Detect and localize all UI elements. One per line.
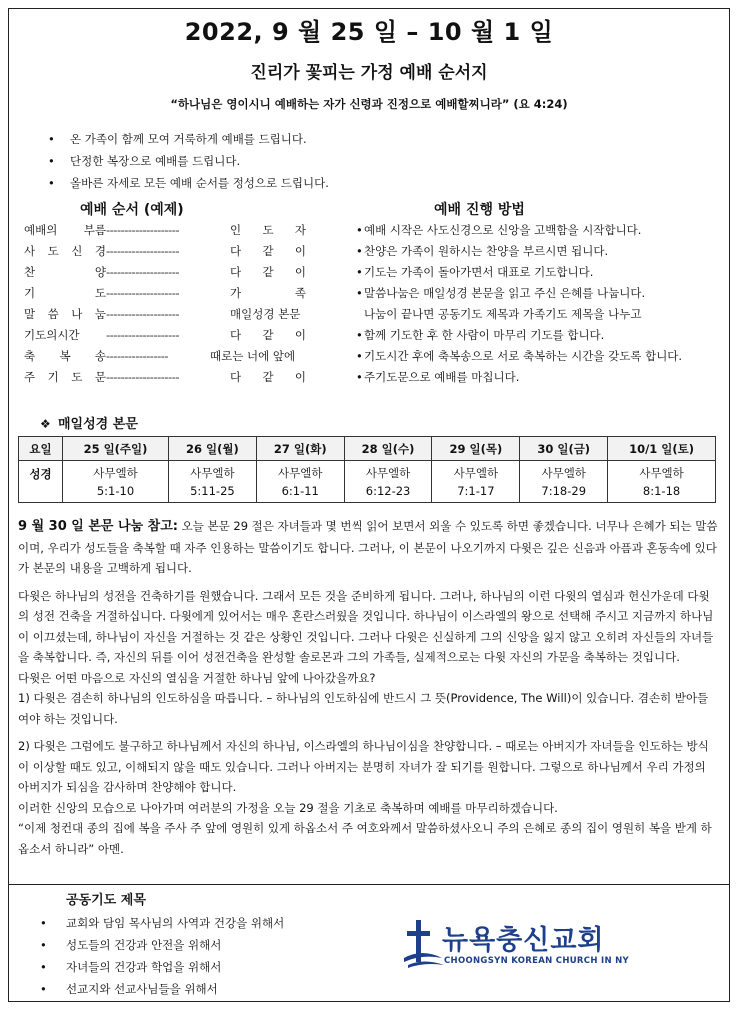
sermon-paragraph: 이러한 신앙의 모습으로 나아가며 여러분의 가정을 오늘 29 절을 기초로 축복하며 예배를 마무리하겠습니다. bbox=[18, 800, 558, 815]
reading-book: 사무엘하 bbox=[639, 466, 684, 480]
order-item-name: 축 복 송 bbox=[24, 349, 106, 363]
reading-ref: 6:12-23 bbox=[365, 484, 411, 498]
reading-ref: 5:11-25 bbox=[190, 484, 235, 498]
table-cell bbox=[256, 461, 344, 503]
order-leader-dashes: -------------------- bbox=[106, 286, 179, 300]
bible-reading-table bbox=[18, 436, 716, 503]
method-item: • 주기도문으로 예배를 마칩니다. bbox=[356, 367, 728, 388]
method-item: • 함께 기도한 후 한 사람이 마무리 기도를 합니다. bbox=[356, 325, 728, 346]
order-heading: 예배 순서 (예제) bbox=[80, 202, 184, 218]
order-item-leader: 다 같 이 bbox=[230, 265, 306, 279]
prayer-item: • 성도들의 건강과 안전을 위해서 bbox=[40, 934, 284, 956]
bulletin-title: 진리가 꽃피는 가정 예배 순서지 bbox=[250, 63, 488, 83]
bible-reading-heading-text: 매일성경 본문 bbox=[58, 417, 138, 432]
reading-ref: 7:1-17 bbox=[457, 484, 495, 498]
order-leader-dashes: -------------------- bbox=[106, 223, 179, 237]
sermon-paragraph: 다윗은 어떤 마음으로 자신의 열심을 거절한 하나님 앞에 나아갔을까요? bbox=[18, 670, 376, 685]
sermon-notes bbox=[18, 516, 718, 859]
reading-book: 사무엘하 bbox=[278, 466, 323, 480]
order-item-leader: 때로는 너에 앞에 bbox=[210, 349, 296, 363]
reading-book: 사무엘하 bbox=[365, 466, 411, 480]
table-cell bbox=[432, 461, 520, 503]
sermon-text: 오늘 본문 29 절은 자녀들과 몇 번씩 읽어 보면서 외울 수 있도록 하면 좋겠습니다. 너무나 은혜가 되는 말씀이며, 우리가 성도들을 축복할 때 자주 인용하는 말씀이기도 합니다. 그러나, 이 본문이 나오기까지 다윗은 깊은 신음과 아픔과 혼동속에 있다가 본문의 내용을 고백하게 됩니다. bbox=[18, 519, 718, 575]
reading-ref: 7:18-29 bbox=[541, 484, 587, 498]
order-row bbox=[24, 262, 306, 283]
table-day-header: 30 일(금) bbox=[520, 437, 608, 461]
reading-ref: 6:1-11 bbox=[281, 484, 319, 498]
reading-book: 사무엘하 bbox=[93, 466, 138, 480]
cross-logo-icon bbox=[402, 918, 446, 974]
method-item: • 말씀나눔은 매일성경 본문을 읽고 주신 은혜를 나눕니다. bbox=[356, 283, 728, 304]
table-corner-label: 요일 bbox=[19, 437, 63, 461]
church-logo bbox=[402, 918, 652, 974]
order-leader-dashes: -------------------- bbox=[106, 265, 179, 279]
table-cell bbox=[344, 461, 432, 503]
order-row bbox=[24, 367, 306, 388]
sermon-paragraph: 2) 다윗은 그럼에도 불구하고 하나님께서 자신의 하나님, 이스라엘의 하나님이심을 찬양합니다. – 때로는 아버지가 자녀들을 인도하는 방식이 이상할 때도 있고, 이해되지 않을 때도 있습니다. 그러나 아버지는 분명히 자녀가 잘 되기를 원합니다. 그렇으로 하나님께서 우리 가정의 아버지가 되심을 감사하며 찬양해야 합니다. bbox=[18, 739, 709, 794]
rule-item: • 온 가족이 함께 모여 거룩하게 예배를 드립니다. bbox=[48, 128, 329, 150]
table-cell bbox=[520, 461, 608, 503]
order-row bbox=[24, 220, 306, 241]
worship-order-list bbox=[24, 220, 306, 388]
order-leader-dashes: ----------------- bbox=[106, 349, 169, 363]
order-item-name: 찬 양 bbox=[24, 265, 106, 279]
order-item-name: 기도의시간 bbox=[24, 328, 80, 342]
method-item: 나눔이 끝나면 공동기도 제목과 가족기도 제목을 나누고 bbox=[364, 307, 642, 321]
table-cell bbox=[168, 461, 256, 503]
reading-ref: 8:1-18 bbox=[642, 484, 681, 498]
theme-verse: “하나님은 영이시니 예배하는 자가 신령과 진정으로 예배할찌니라” (요 4:24) bbox=[170, 97, 568, 111]
date-range-title: 2022, 9 월 25 일 – 10 월 1 일 bbox=[184, 18, 554, 46]
table-day-header: 26 일(월) bbox=[168, 437, 256, 461]
order-item-leader: 다 같 이 bbox=[230, 370, 306, 384]
sermon-paragraph bbox=[18, 516, 718, 579]
reading-book: 사무엘하 bbox=[453, 466, 499, 480]
worship-rules bbox=[48, 128, 329, 194]
table-day-header: 28 일(수) bbox=[344, 437, 432, 461]
table-row bbox=[19, 461, 716, 503]
order-row bbox=[24, 241, 306, 262]
diamond-bullet-icon: ❖ bbox=[40, 417, 51, 431]
method-item: • 예배 시작은 사도신경으로 신앙을 고백함을 시작합니다. bbox=[356, 220, 728, 241]
church-name: 뉴욕충신교회 bbox=[442, 925, 605, 956]
method-heading: 예배 진행 방법 bbox=[434, 202, 525, 218]
method-item: • 찬양은 가족이 원하시는 찬양을 부르시면 됩니다. bbox=[356, 241, 728, 262]
church-english-name: CHOONGSYN KOREAN CHURCH IN NY bbox=[444, 956, 629, 966]
order-row bbox=[24, 325, 306, 346]
order-leader-dashes: -------------------- bbox=[106, 370, 179, 384]
order-item-name: 말 씀 나 눔 bbox=[24, 307, 106, 321]
order-leader-dashes: -------------------- bbox=[106, 328, 179, 342]
order-item-leader: 매일성경 본문 bbox=[230, 307, 301, 321]
bible-reading-heading bbox=[40, 413, 138, 432]
order-item-leader: 다 같 이 bbox=[230, 328, 306, 342]
order-item-name: 사 도 신 경 bbox=[24, 244, 106, 258]
order-item-leader: 다 같 이 bbox=[230, 244, 306, 258]
order-leader-dashes: -------------------- bbox=[106, 307, 179, 321]
table-header-row bbox=[19, 437, 716, 461]
table-day-header: 25 일(주일) bbox=[63, 437, 169, 461]
table-day-header: 29 일(목) bbox=[432, 437, 520, 461]
worship-method-list bbox=[356, 220, 728, 388]
reading-ref: 5:1-10 bbox=[96, 484, 135, 498]
sermon-paragraph: 다윗은 하나님의 성전을 건축하기를 원했습니다. 그래서 모든 것을 준비하게 됩니다. 그러나, 하나님의 이런 다윗의 열심과 헌신가운데 다윗의 성전 건축을 거절하십니다. 다윗에게 있어서는 매우 혼란스러웠을 것입니다. 하나님이 이스라엘의 왕으로 선택해 주시고 지금까지 하나님이 이끄셨는데, 하나님이 자신을 거절하는 것 같은 상황인 것입니다. 그러나 다윗은 신실하게 그의 신앙을 잃지 않고 오히려 자신들의 자녀들을 축복합니다. 즉, 자신의 뒤를 이어 성전건축을 완성할 솔로몬과 그의 가족들, 실제적으로는 다윗 자신의 가문을 축복하는 것입니다. bbox=[18, 588, 714, 664]
order-item-name: 기 도 bbox=[24, 286, 106, 300]
table-day-header: 27 일(화) bbox=[256, 437, 344, 461]
order-item-name: 주 기 도 문 bbox=[24, 370, 106, 384]
table-cell bbox=[63, 461, 169, 503]
method-item: • 기도는 가족이 돌아가면서 대표로 기도합니다. bbox=[356, 262, 728, 283]
prayer-item: • 선교지와 선교사님들을 위해서 bbox=[40, 978, 284, 1000]
rule-item: • 단정한 복장으로 예배를 드립니다. bbox=[48, 150, 329, 172]
sermon-lead: 9 월 30 일 본문 나눔 참고: bbox=[18, 519, 178, 534]
order-row bbox=[24, 304, 306, 325]
reading-book: 사무엘하 bbox=[190, 466, 235, 480]
prayer-list bbox=[40, 912, 284, 1000]
table-day-header: 10/1 일(토) bbox=[608, 437, 716, 461]
order-item-leader: 가 족 bbox=[230, 286, 306, 300]
section-divider bbox=[8, 884, 730, 885]
prayer-heading: 공동기도 제목 bbox=[66, 893, 146, 908]
order-item-leader: 인 도 자 bbox=[230, 223, 306, 237]
order-row bbox=[24, 346, 306, 367]
reading-book: 사무엘하 bbox=[541, 466, 586, 480]
rule-item: • 올바른 자세로 모든 예배 순서를 정성으로 드립니다. bbox=[48, 172, 329, 194]
prayer-item: • 자녀들의 건강과 학업을 위해서 bbox=[40, 956, 284, 978]
order-leader-dashes: -------------------- bbox=[106, 244, 179, 258]
table-row-label: 성경 bbox=[19, 461, 63, 503]
method-item: • 기도시간 후에 축복송으로 서로 축복하는 시간을 갖도록 합니다. bbox=[356, 346, 728, 367]
order-row bbox=[24, 283, 306, 304]
order-item-name: 예배의 부름 bbox=[24, 223, 106, 237]
prayer-item: • 교회와 담임 목사님의 사역과 건강을 위해서 bbox=[40, 912, 284, 934]
sermon-paragraph: 1) 다윗은 겸손히 하나님의 인도하심을 따릅니다. – 하나님의 인도하심에 반드시 그 뜻(Providence, The Will)이 있습니다. 겸손히 받아들여야 하는 것입니다. bbox=[18, 691, 709, 726]
sermon-paragraph: “이제 청컨대 종의 집에 복을 주사 주 앞에 영원히 있게 하옵소서 주 여호와께서 말씀하셨사오니 주의 은혜로 종의 집이 영원히 복을 받게 하옵소서 하니라” 아멘. bbox=[18, 821, 712, 856]
table-cell bbox=[608, 461, 716, 503]
